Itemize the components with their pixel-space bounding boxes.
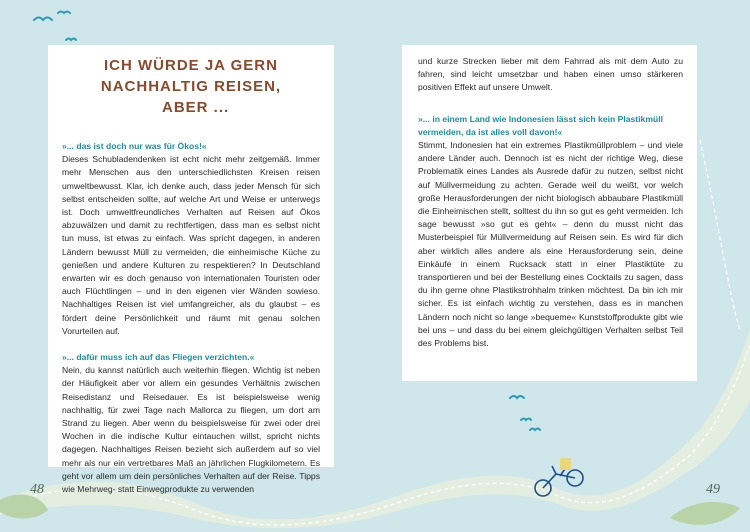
title-line-2: ABER ... [162,99,230,116]
title-line-1: ICH WÜRDE JA GERN NACHHALTIG REISEN, [100,57,282,95]
section-heading-indonesien: »... in einem Land wie Indonesien lässt sich kein Plastikmüll vermeiden, da ist alles voll davon!« [418,113,663,137]
page-number-left: 48 [30,482,44,497]
dashed-line-right [700,140,740,330]
page-number-right: 49 [706,482,720,497]
left-page [48,45,334,495]
section-text-oekos: Dieses Schubladendenken ist echt nicht mehr zeitgemäß. Immer mehr Menschen aus den unterschiedlichsten Kreisen reisen umweltbewusst. Klar, ich denke auch, dass jeder Mensch für sich selbst entscheiden sollte, auf welche Art und Weise er unterwegs ist. Doch umweltfreundliches Verhalten auf Reisen auf Ökos abzuwälzen und damit zu rechtfertigen, dass man es selbst nicht tun muss, ist etwas zu einfach. Was spricht dagegen, in anderen Ländern bewusst Müll zu vermeiden, die einheimische Küche zu genießen und andere Kulturen zu respektieren? In Deutschland erwarten wir es doch genauso von internationalen Touristen oder auch Flüchtlingen – und in den eigenen vier Wänden sowieso. Nachhaltiges Reisen ist viel umfangreicher, als du glaubst – es fördert deine Persönlichkeit und räumt mit genau solchen Vorurteilen auf. [62,154,320,336]
section-heading-oekos: »... das ist doch nur was für Ökos!« [62,141,207,151]
intro-text: und kurze Strecken lieber mit dem Fahrrad als mit dem Auto zu fahren, sind leicht umsetzbar und haben einen umso stärkeren positiven Effekt auf unsere Umwelt. [418,56,683,93]
page-title [62,55,320,118]
section-text-fliegen: Nein, du kannst natürlich auch weiterhin fliegen. Wichtig ist neben der Häufigkeit aber vor allem ein gesundes Verhältnis zwischen Reisedistanz und Reisedauer. Es ist beispielsweise wenig nachhaltig, für zwei Tage nach Mallorca zu fliegen, um dort am Strand zu liegen. Aber wenn du beispielsweise für zwei oder drei Wochen in die indische Kultur eintauchen willst, spricht nichts dagegen. Nachhaltiges Reisen bezieht sich außerdem auf so viel mehr als nur ein vertretbares Maß an jährlichen Flugkilometern. Es geht vor allem um dein persönliches Verhalten auf der Reise. Tipps wie Mehrweg- statt Einwegprodukte zu verwenden [62,365,320,495]
section-text-indonesien: Stimmt, Indonesien hat ein extremes Plastikmüllproblem – und viele andere Länder auch. Dennoch ist es nicht der richtige Weg, diese Problematik eines Landes als Ausrede dafür zu nutzen, selbst nicht auf Müllvermeidung zu achten. Gerade weil du weißt, vor welch große Herausforderungen der nicht biologisch abbaubare Plastikmüll die Einheimischen stellt, solltest du ihn so gut es geht vermeiden. Ich sage bewusst »so gut es geht« – denn du musst nicht das Musterbeispiel für Müllvermeidung auf Reisen sein. Es wird für dich aber wirklich alles andere als eine Herausforderung sein, deine Einkäufe in einem Rucksack statt in einer Plastiktüte zu transportieren und bei der Bestellung eines Cocktails zu sagen, dass du ihn gerne ohne Plastikstrohhalm trinken möchtest. Da bin ich mir sicher. Es ist einfach wichtig zu verstehen, dass es in manchen Ländern noch nicht so lange »bequeme« Kunststoffprodukte gibt wie bei uns – und dass du bei einem gleichgültigen Verhalten selbst Teil des Problems bist. [418,140,683,349]
rider-bag-icon [560,458,571,470]
right-page [402,45,697,381]
section-heading-fliegen: »... dafür muss ich auf das Fliegen verzichten.« [62,352,255,363]
